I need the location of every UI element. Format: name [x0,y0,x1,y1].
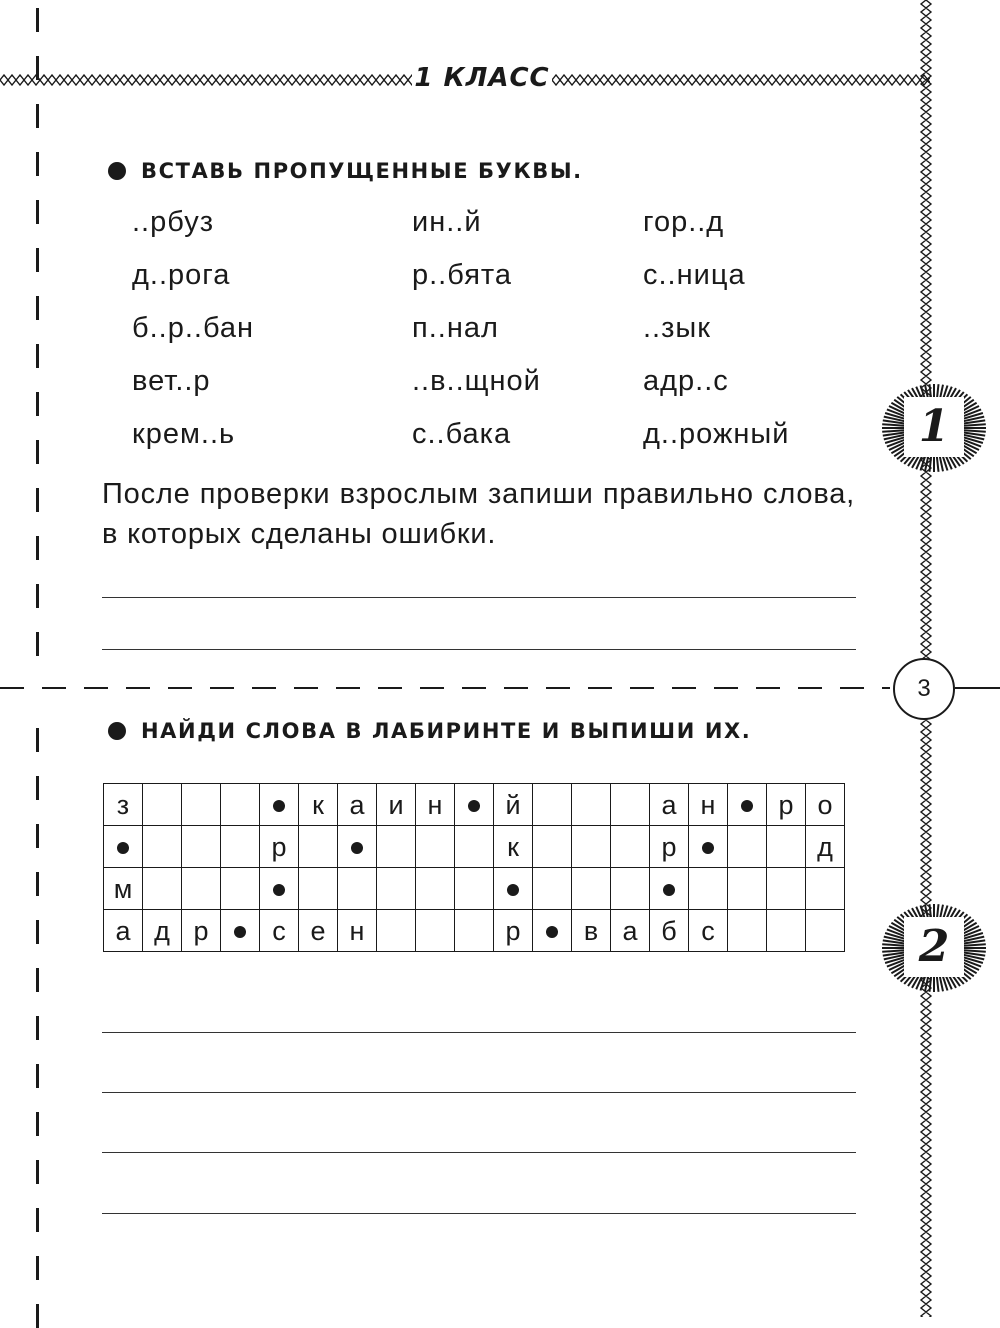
maze-cell: н [689,784,728,826]
word: ..зык [643,312,711,344]
maze-cell: с [689,910,728,952]
maze-cell: р [182,910,221,952]
word: р..бята [412,259,513,291]
word-maze [103,783,845,952]
maze-cell [455,826,494,868]
page-number: 3 [893,658,955,720]
maze-row [104,868,845,910]
maze-cell [494,868,533,910]
maze-cell [455,784,494,826]
maze-cell: а [338,784,377,826]
maze-cell [533,868,572,910]
maze-cell [416,910,455,952]
answer-line[interactable] [102,649,856,650]
word: вет..р [132,365,211,397]
maze-cell: д [143,910,182,952]
maze-cell [104,826,143,868]
maze-cell: и [377,784,416,826]
maze-cell [806,910,845,952]
word: гор..д [643,206,725,238]
task-2-marker [878,893,998,1003]
maze-cell [260,784,299,826]
maze-cell [221,868,260,910]
maze-cell: н [416,784,455,826]
maze-cell [767,868,806,910]
maze-cell [143,784,182,826]
maze-cell: а [611,910,650,952]
word: п..нал [412,312,499,344]
word: с..бака [412,418,512,450]
maze-cell [377,826,416,868]
maze-row [104,910,845,952]
maze-cell [611,784,650,826]
maze-cell [689,868,728,910]
maze-cell [533,910,572,952]
word: д..рожный [643,418,790,450]
maze-cell [728,826,767,868]
maze-cell [806,868,845,910]
maze-cell: р [494,910,533,952]
maze-cell: б [650,910,689,952]
maze-cell [260,868,299,910]
maze-cell [182,826,221,868]
maze-cell [533,784,572,826]
maze-cell [767,910,806,952]
task-2-heading: НАЙДИ СЛОВА В ЛАБИРИНТЕ И ВЫПИШИ ИХ. [141,719,752,743]
maze-cell [611,868,650,910]
bullet-icon [108,162,126,180]
maze-cell [416,868,455,910]
maze-cell [650,868,689,910]
answer-line[interactable] [102,1213,856,1214]
maze-cell: а [650,784,689,826]
maze-cell [143,868,182,910]
word: ..рбуз [132,206,215,238]
word: ин..й [412,206,482,238]
maze-cell [182,784,221,826]
maze-cell: в [572,910,611,952]
maze-cell: й [494,784,533,826]
maze-cell [455,910,494,952]
maze-cell [689,826,728,868]
answer-line[interactable] [102,1032,856,1033]
maze-cell: н [338,910,377,952]
cut-line-separator [0,686,1000,690]
maze-cell [377,868,416,910]
word: крем..ь [132,418,236,450]
answer-line[interactable] [102,1092,856,1093]
maze-cell [767,826,806,868]
page-title: 1 КЛАСС [412,60,552,96]
maze-cell [533,826,572,868]
maze-cell: о [806,784,845,826]
maze-cell: р [767,784,806,826]
maze-cell: е [299,910,338,952]
maze-cell [338,868,377,910]
maze-cell [728,784,767,826]
maze-cell [143,826,182,868]
maze-row [104,826,845,868]
maze-cell [572,826,611,868]
task-1-marker [878,373,998,483]
maze-cell [221,784,260,826]
task-2-number: 2 [904,917,964,977]
maze-cell [611,826,650,868]
maze-cell: с [260,910,299,952]
task-1-heading: ВСТАВЬ ПРОПУЩЕННЫЕ БУКВЫ. [141,159,583,183]
maze-cell [299,868,338,910]
maze-cell: к [299,784,338,826]
maze-cell [728,868,767,910]
maze-cell: р [650,826,689,868]
maze-cell: м [104,868,143,910]
maze-cell [182,868,221,910]
answer-line[interactable] [102,1152,856,1153]
word: адр..с [643,365,729,397]
answer-line[interactable] [102,597,856,598]
maze-row [104,784,845,826]
maze-cell [572,868,611,910]
maze-cell: р [260,826,299,868]
task-1-number: 1 [904,397,964,457]
bullet-icon [108,722,126,740]
maze-cell [221,826,260,868]
word: д..рога [132,259,231,291]
maze-cell: к [494,826,533,868]
word: с..ница [643,259,746,291]
maze-cell [572,784,611,826]
maze-cell [299,826,338,868]
maze-cell [377,910,416,952]
maze-cell: з [104,784,143,826]
word: ..в..щной [412,365,541,397]
cut-line-left [36,0,39,1317]
maze-cell [455,868,494,910]
task-1-instruction: После проверки взрослым запиши правильно слова, в которых сделаны ошибки. [102,478,855,550]
maze-cell: а [104,910,143,952]
word: б..р..бан [132,312,255,344]
maze-cell [221,910,260,952]
maze-cell [416,826,455,868]
maze-cell: д [806,826,845,868]
maze-cell [728,910,767,952]
maze-cell [338,826,377,868]
